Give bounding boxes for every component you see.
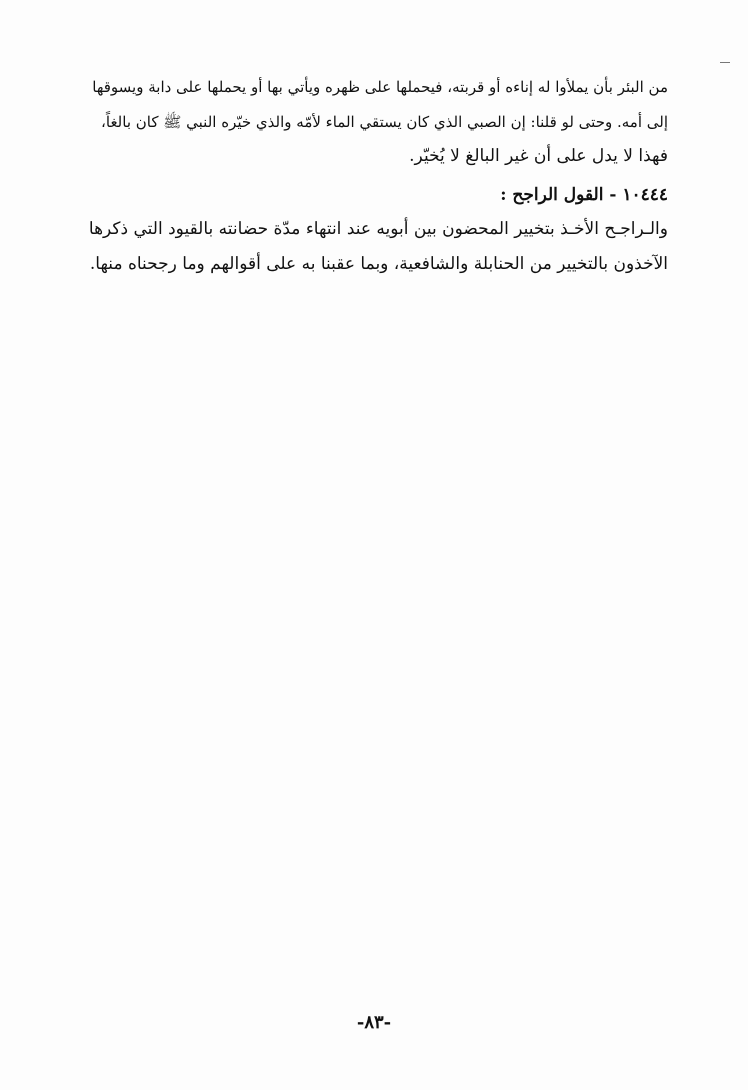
scan-mark: [720, 62, 730, 63]
text-line: والـراجـح الأخـذ بتخيير المحضون بين أبويه عند انتهاء مدّة حضانته بالقيود التي ذكرها: [88, 219, 668, 239]
text-line: من البئر بأن يملأوا له إناءه أو قربته، فيحملها على ظهره ويأتي بها أو يحملها على دابة ويسوقها: [92, 78, 668, 96]
text-line: الآخذون بالتخيير من الحنابلة والشافعية، وبما عقبنا به على أقوالهم وما رجحناه منها.: [89, 253, 668, 274]
paragraph-continuation: [88, 70, 668, 174]
section-number: ١٠٤٤٤: [622, 185, 668, 205]
paragraph-preferred-opinion: [88, 212, 668, 281]
page-number: -٨٣-: [356, 1012, 392, 1033]
section-title: - القول الراجح :: [500, 185, 617, 205]
text-line: إلى أمه. وحتى لو قلنا: إن الصبي الذي كان يستقي الماء لأمّه والذي خيّره النبي ﷺ كان بالغاً،: [101, 112, 668, 131]
text-line: فهذا لا يدل على أن غير البالغ لا يُخيّر.: [409, 146, 668, 166]
section-heading: [88, 178, 668, 212]
